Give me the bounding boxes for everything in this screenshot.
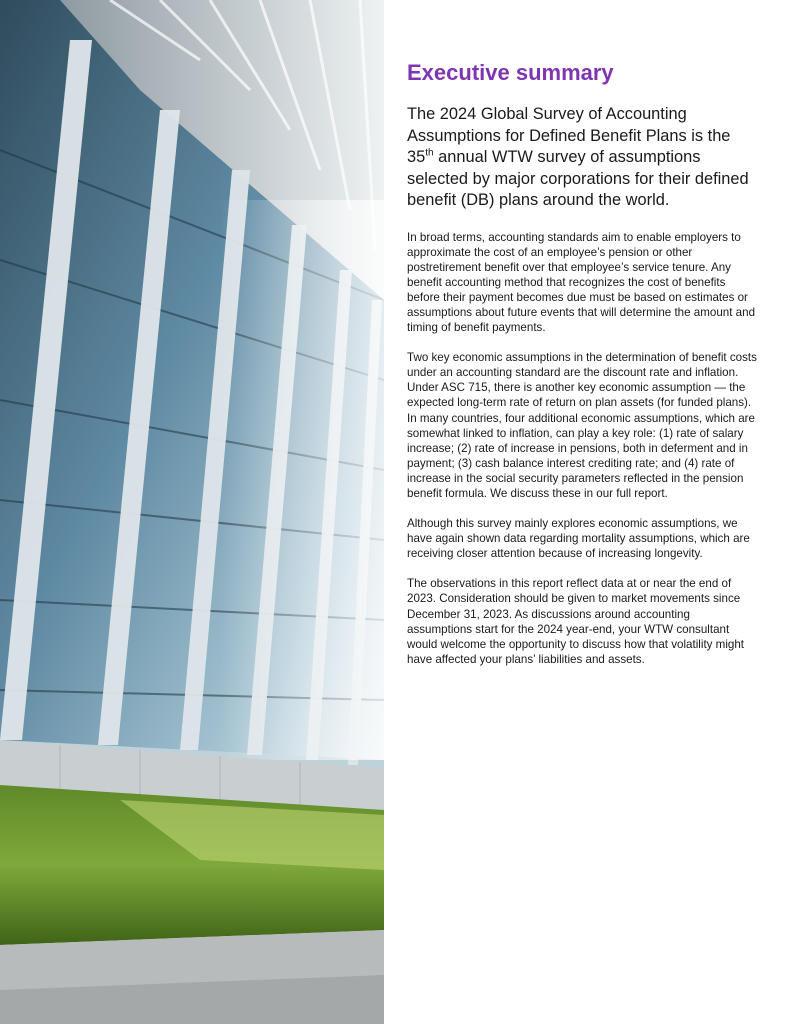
lead-text-end: annual WTW survey of assumptions selected by major corporations for their defined benefit (DB) plans around the world. xyxy=(407,148,749,209)
body-paragraph-1: In broad terms, accounting standards aim to enable employers to approximate the cost of an employee’s pension or other postretirement benefit over that employee’s service tenure. Any benefit accounting method that recognizes the cost of benefits before their payment becomes due must be based on estimates or assumptions about future events that will determine the amount and timing of benefit payments. xyxy=(407,230,756,335)
body-paragraph-2: Two key economic assumptions in the determination of benefit costs under an accounting standard are the discount rate and inflation. Under ASC 715, there is another key economic assumption — the expected long-term rate of return on plan assets (for funded plans). In many countries, four additional economic assumptions, which are somewhat linked to inflation, can play a key role: (1) rate of salary increase; (2) rate of increase in pensions, both in deferment and in payment; (3) cash balance interest crediting rate; and (4) rate of increase in the social security parameters reflected in the pension benefit formula. We discuss these in our full report. xyxy=(407,351,757,500)
lead-superscript: th xyxy=(425,147,434,159)
lead-paragraph xyxy=(407,104,757,212)
lead-text-start: The 2024 Global Survey of Accounting Assumptions for Defined Benefit Plans is the 35 xyxy=(407,105,731,166)
body-paragraph-3: Although this survey mainly explores economic assumptions, we have again shown data regarding mortality assumptions, which are receiving closer attention because of increasing longevity. xyxy=(407,517,750,561)
building-photo xyxy=(0,0,384,1024)
body-paragraph-4: The observations in this report reflect data at or near the end of 2023. Consideration should be given to market movements since December 31, 2023. As discussions around accounting assumptions start for the 2024 year-end, your WTW consultant would welcome the opportunity to discuss how that volatility might have affected your plans’ liabilities and assets. xyxy=(407,577,745,666)
summary-content xyxy=(407,58,757,682)
page-title: Executive summary xyxy=(407,60,614,85)
